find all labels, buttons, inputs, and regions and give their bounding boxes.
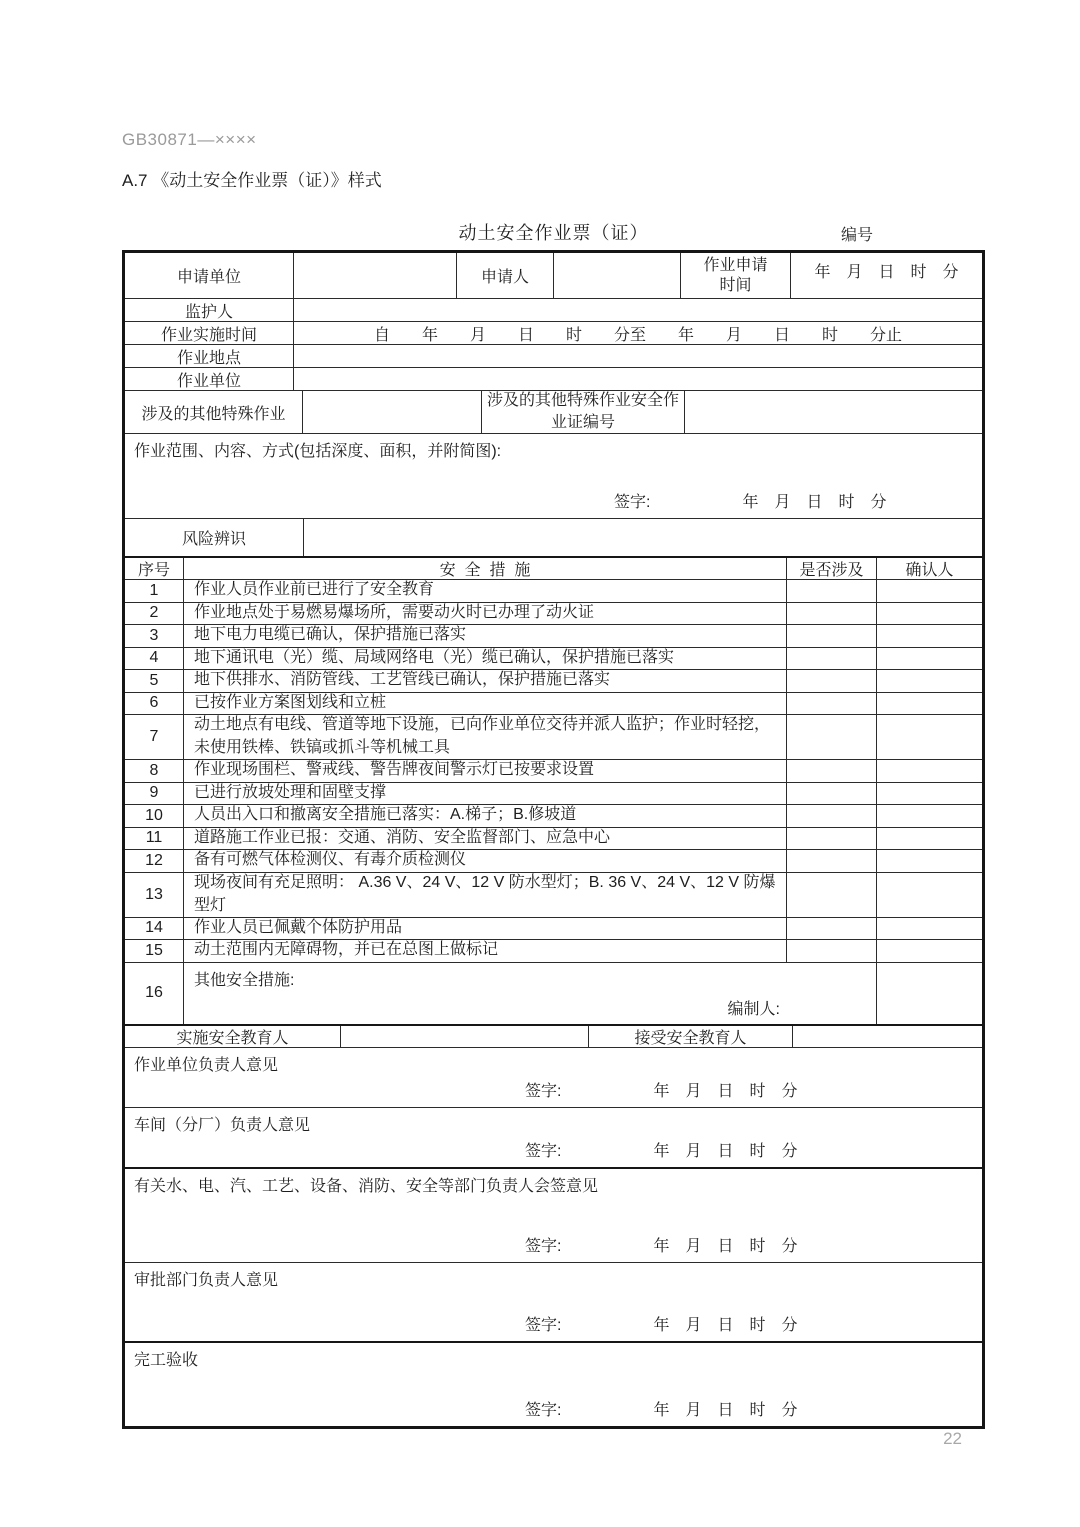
row-implementation-time [125,321,982,344]
applicant-unit-label: 申请单位 [176,269,241,286]
sign-label: 签字: [525,1316,562,1334]
serial-number-label: 编号 [840,227,873,244]
measure-row [125,759,982,782]
row-guardian [125,298,982,321]
measure-no: 7 [149,728,159,745]
measure-no: 1 [149,581,159,599]
involved-field[interactable] [786,670,876,692]
measure-text: 地下通讯电（光）缆、局域网络电（光）缆已确认，保护措施已落实 [183,648,786,670]
measure-text: 作业地点处于易燃易爆场所，需要动火时已办理了动火证 [183,603,786,625]
involved-field[interactable] [786,873,876,917]
involved-field[interactable] [786,828,876,850]
confirmer-field[interactable] [876,580,982,602]
opinion-label: 审批部门负责人意见 [134,1271,279,1289]
measure-no: 11 [145,829,163,847]
measure-no: 12 [145,851,163,869]
measures-header-confirmer: 确认人 [876,558,982,579]
permit-form-table [122,250,985,1429]
confirmer-field[interactable] [876,648,982,670]
row-completion-acceptance [125,1341,982,1426]
measure-no: 3 [149,626,159,644]
location-field[interactable] [293,345,982,367]
measure-row [125,849,982,872]
measure-row [125,669,982,692]
measure-row [125,647,982,670]
row-opinion-workshop [125,1107,982,1167]
involved-field[interactable] [786,715,876,759]
involved-field[interactable] [786,940,876,962]
work-unit-label: 作业单位 [176,372,241,390]
opinion-departments-field[interactable] [125,1169,982,1262]
other-special-cert-field[interactable] [684,391,982,433]
apply-time-label [680,253,790,298]
row-location [125,344,982,367]
sign-date-placeholder: 年 月 日 时 分 [653,1401,798,1419]
measure-text: 作业人员作业前已进行了安全教育 [183,580,786,602]
sign-line [525,1397,797,1420]
involved-field[interactable] [786,805,876,827]
confirmer-field[interactable] [876,873,982,917]
measure-no: 6 [149,694,159,712]
measure-row [125,782,982,805]
page-number: 22 [943,1429,962,1448]
measure-text: 作业现场围栏、警戒线、警告牌夜间警示灯已按要求设置 [183,760,786,782]
measure-no: 15 [145,941,163,959]
measure-text: 动土地点有电线、管道等地下设施，已向作业单位交待并派人监护；作业时轻挖，未使用铁棒、铁镐或抓斗等机械工具 [183,715,786,759]
row-safety-education [125,1024,982,1047]
row-opinion-work-unit [125,1047,982,1107]
scope-sign-line [614,489,886,512]
involved-field[interactable] [786,783,876,805]
measure-no: 4 [149,649,159,667]
location-label: 作业地点 [176,349,241,367]
risk-label: 风险辨识 [181,531,246,548]
measure-row [125,602,982,625]
applicant-unit-field[interactable] [293,253,456,298]
involved-field[interactable] [786,625,876,647]
sign-label: 签字: [525,1237,562,1255]
education-receiver-label: 接受安全教育人 [588,1026,792,1047]
scope-label: 作业范围、内容、方式(包括深度、面积，并附简图): [134,443,502,460]
other-special-cert-label [481,391,684,433]
measures-header-no: 序号 [137,562,170,579]
measure-no: 13 [145,885,163,903]
scope-cell[interactable] [125,434,982,518]
guardian-label: 监护人 [184,303,233,321]
opinion-workshop-field[interactable] [125,1108,982,1167]
measure-row [125,714,982,759]
involved-field[interactable] [786,918,876,940]
sign-label: 签字: [525,1401,562,1419]
measure-text: 人员出入口和撤离安全措施已落实：A.梯子；B.修坡道 [183,805,786,827]
compiler-label: 编制人: [727,1000,780,1018]
opinion-label: 有关水、电、汽、工艺、设备、消防、安全等部门负责人会签意见 [134,1177,599,1195]
confirmer-field[interactable] [876,783,982,805]
measure-no: 10 [145,806,163,824]
other-special-label: 涉及的其他特殊作业 [141,405,286,423]
confirmer-field[interactable] [876,670,982,692]
measure-row [125,917,982,940]
measure-text: 现场夜间有充足照明： A.36 V、24 V、12 V 防水型灯；B. 36 V、24 V、12 V 防爆型灯 [183,873,786,917]
document-code: GB30871—×××× [122,130,257,149]
sign-date-placeholder: 年 月 日 时 分 [742,494,887,511]
confirmer-field[interactable] [876,963,982,1024]
involved-field[interactable] [786,603,876,625]
involved-field[interactable] [786,850,876,872]
work-unit-field[interactable] [293,368,982,390]
measure-no: 16 [145,984,163,1001]
measure-row [125,939,982,962]
confirmer-field[interactable] [876,715,982,759]
other-special-field[interactable] [302,391,481,433]
confirmer-field[interactable] [876,828,982,850]
form-page-content [122,219,985,1429]
measure-row [125,827,982,850]
row-risk [125,518,982,556]
measure-text: 地下供排水、消防管线、工艺管线已确认，保护措施已落实 [183,670,786,692]
row-opinion-departments [125,1167,982,1262]
confirmer-field[interactable] [876,918,982,940]
sign-label: 签字: [525,1142,562,1160]
sign-date-placeholder: 年 月 日 时 分 [653,1237,798,1255]
row-other-special-work [125,390,982,433]
education-giver-label: 实施安全教育人 [176,1029,289,1047]
sign-date-placeholder: 年 月 日 时 分 [653,1316,798,1334]
confirmer-field[interactable] [876,940,982,962]
row-opinion-approval [125,1262,982,1341]
measures-header-involved: 是否涉及 [786,558,876,579]
measure-no: 2 [149,604,159,622]
sign-date-placeholder: 年 月 日 时 分 [653,1082,798,1100]
measure-row [125,692,982,715]
section-heading: A.7 《动土安全作业票（证）》样式 [122,171,382,190]
measure-row [125,804,982,827]
implementation-time-label: 作业实施时间 [160,326,257,344]
measure-text: 已按作业方案图划线和立桩 [183,693,786,715]
form-title: 动土安全作业票（证） [458,223,649,243]
education-receiver-field[interactable] [792,1026,982,1047]
opinion-label: 车间（分厂）负责人意见 [134,1116,311,1134]
confirmer-field[interactable] [876,850,982,872]
education-giver-field[interactable] [340,1026,588,1047]
measure-text: 地下电力电缆已确认，保护措施已落实 [183,625,786,647]
sign-line [525,1078,797,1101]
sign-label: 签字: [614,494,651,511]
involved-field[interactable] [786,580,876,602]
other-measures-field[interactable] [183,963,876,1024]
measure-row [125,872,982,917]
measure-row [125,579,982,602]
measures-header-row [125,556,982,579]
sign-line [525,1233,797,1256]
confirmer-field[interactable] [876,603,982,625]
measure-no: 9 [149,784,159,802]
applicant-label: 申请人 [456,253,553,298]
involved-field[interactable] [786,760,876,782]
measure-text: 道路施工作业已报：交通、消防、安全监督部门、应急中心 [183,828,786,850]
sign-label: 签字: [525,1082,562,1100]
involved-field[interactable] [786,648,876,670]
other-special-cert-label-text: 涉及的其他特殊作业安全作业证编号 [486,392,679,431]
form-title-row [122,219,985,250]
measure-text: 动土范围内无障碍物，并已在总图上做标记 [183,940,786,962]
row-applicant [125,253,982,298]
risk-field[interactable] [303,519,982,556]
sign-line [525,1138,797,1161]
measure-text: 备有可燃气体检测仪、有毒介质检测仪 [183,850,786,872]
sign-line [525,1312,797,1335]
apply-time-label-text: 作业申请时间 [703,256,768,294]
measure-no: 14 [145,919,163,937]
measure-no: 5 [149,671,159,689]
confirmer-field[interactable] [876,625,982,647]
measures-header-measure: 安 全 措 施 [183,558,786,579]
measure-row-16 [125,962,982,1024]
confirmer-field[interactable] [876,760,982,782]
measure-no: 8 [149,761,159,779]
measure-text: 作业人员已佩戴个体防护用品 [183,918,786,940]
sign-date-placeholder: 年 月 日 时 分 [653,1142,798,1160]
confirmer-field[interactable] [876,805,982,827]
measure-row [125,624,982,647]
apply-time-field[interactable]: 年 月 日 时 分 [790,253,982,298]
opinion-work-unit-field[interactable] [125,1048,982,1107]
confirmer-field[interactable] [876,693,982,715]
applicant-field[interactable] [553,253,680,298]
measure-text: 已进行放坡处理和固壁支撑 [183,783,786,805]
completion-acceptance-field[interactable] [125,1343,982,1426]
opinion-approval-field[interactable] [125,1263,982,1341]
involved-field[interactable] [786,693,876,715]
guardian-field[interactable] [293,299,982,321]
row-scope [125,433,982,518]
row-work-unit [125,367,982,390]
opinion-label: 完工验收 [134,1351,199,1369]
opinion-label: 作业单位负责人意见 [134,1056,279,1074]
other-measures-label: 其他安全措施: [194,971,295,989]
implementation-time-field[interactable]: 自 年 月 日 时 分至 年 月 日 时 分止 [293,322,982,344]
